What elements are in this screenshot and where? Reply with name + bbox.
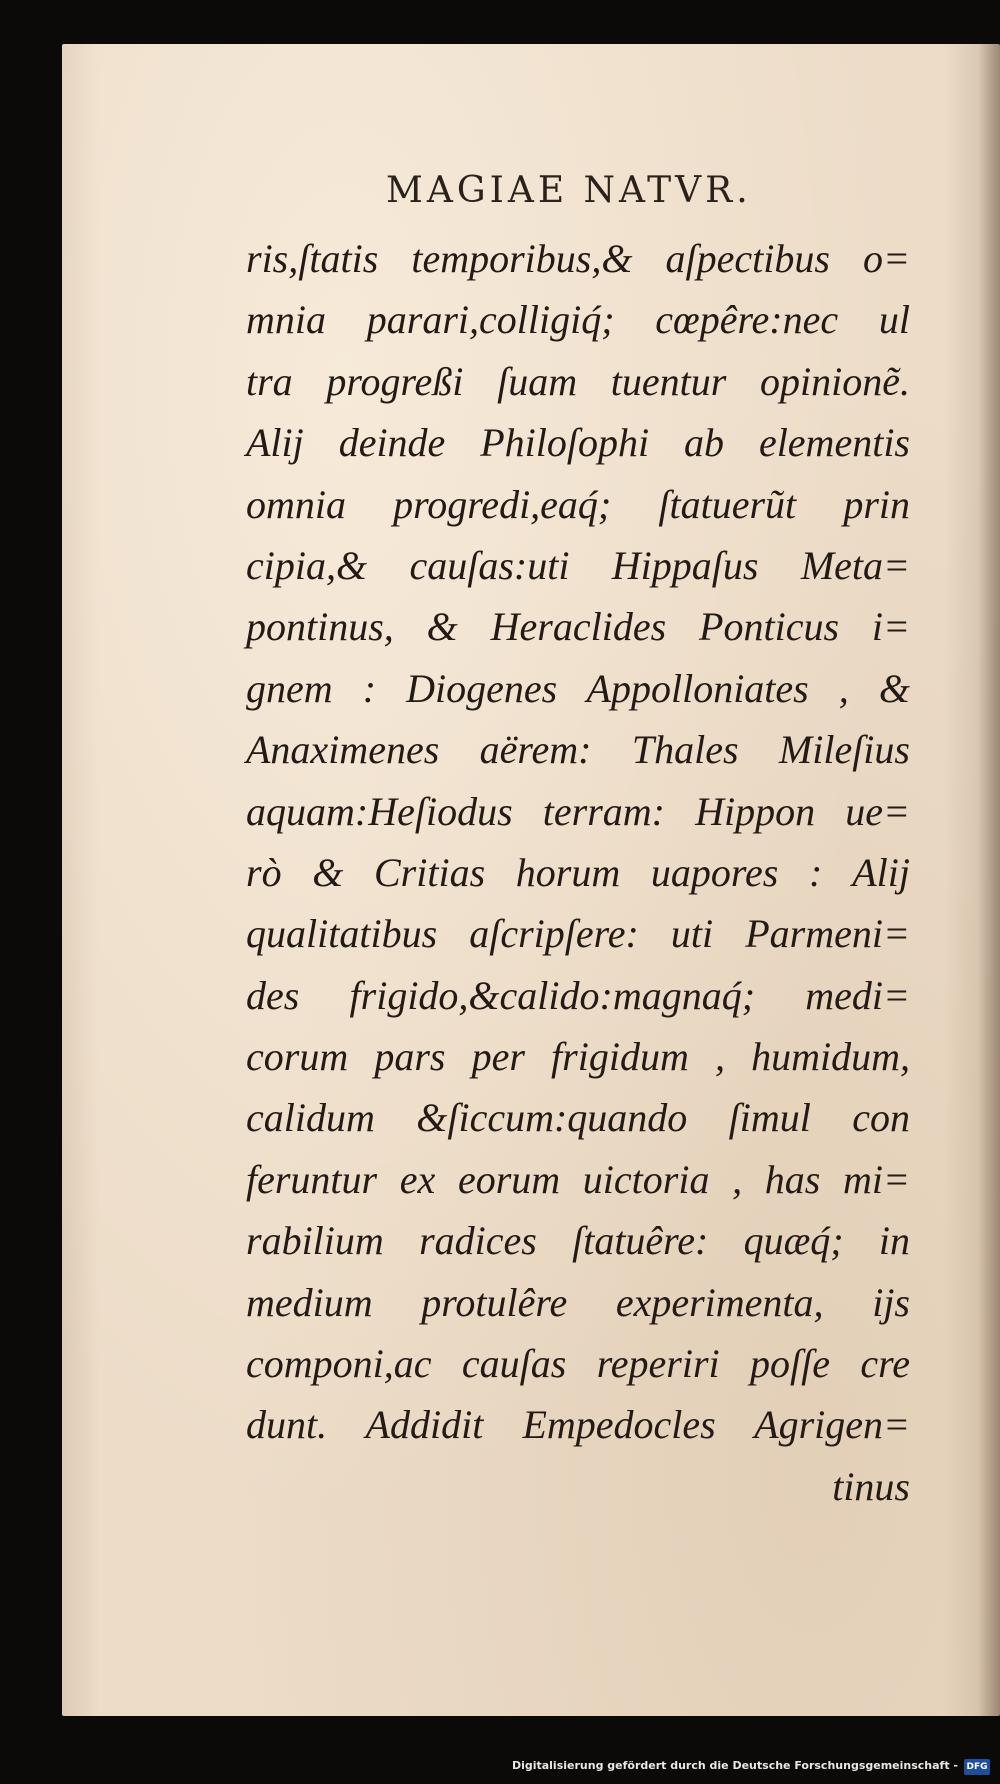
text-line: des frigido,&calido:magnaq́; medi= <box>246 972 910 1018</box>
text-line: ris,ſtatis temporibus,& aſpectibus o= <box>246 236 910 281</box>
text-line: tra progreßi ſuam tuentur opinionẽ. <box>246 358 910 404</box>
text-block <box>246 228 910 1517</box>
text-line: feruntur ex eorum uictoria , has mi= <box>246 1156 910 1202</box>
text-line: rabilium radices ſtatuêre: quæq́; in <box>246 1218 910 1264</box>
text-line: calidum &ſiccum:quando ſimul con <box>246 1095 910 1141</box>
catchword: tinus <box>832 1463 910 1509</box>
running-head: MAGIAE NATVR. <box>386 170 752 211</box>
text-line: medium protulêre experimenta, ijs <box>246 1279 910 1325</box>
text-line: omnia progredi,eaq́; ſtatuerũt prin <box>246 481 910 527</box>
text-line: qualitatibus aſcripſere: uti Parmeni= <box>246 911 910 957</box>
text-line: cipia,& cauſas:uti Hippaſus Meta= <box>246 542 910 588</box>
text-line: Anaximenes aërem: Thales Mileſius <box>246 727 910 773</box>
footer-bar <box>0 1750 1000 1784</box>
text-line: componi,ac cauſas reperiri poſſe cre <box>246 1341 910 1387</box>
digitization-credit: Digitalisierung gefördert durch die Deutsche Forschungsgemeinschaft - <box>511 1759 958 1772</box>
text-line: gnem : Diogenes Appolloniates , & <box>246 665 910 711</box>
text-line: rò & Critias horum uapores : Alij <box>246 849 910 895</box>
dfg-logo-icon: DFG <box>964 1759 990 1775</box>
text-line: Alij deinde Philoſophi ab elementis <box>246 420 910 466</box>
text-line: pontinus, & Heraclides Ponticus i= <box>246 604 910 650</box>
text-line: mnia parari,colligiq́; cœpêre:nec ul <box>246 297 910 343</box>
text-line: aquam:Heſiodus terram: Hippon ue= <box>246 788 910 834</box>
gutter-shadow <box>978 44 1000 1716</box>
text-line: corum pars per frigidum , humidum, <box>246 1034 910 1080</box>
text-line: dunt. Addidit Empedocles Agrigen= <box>246 1402 910 1448</box>
